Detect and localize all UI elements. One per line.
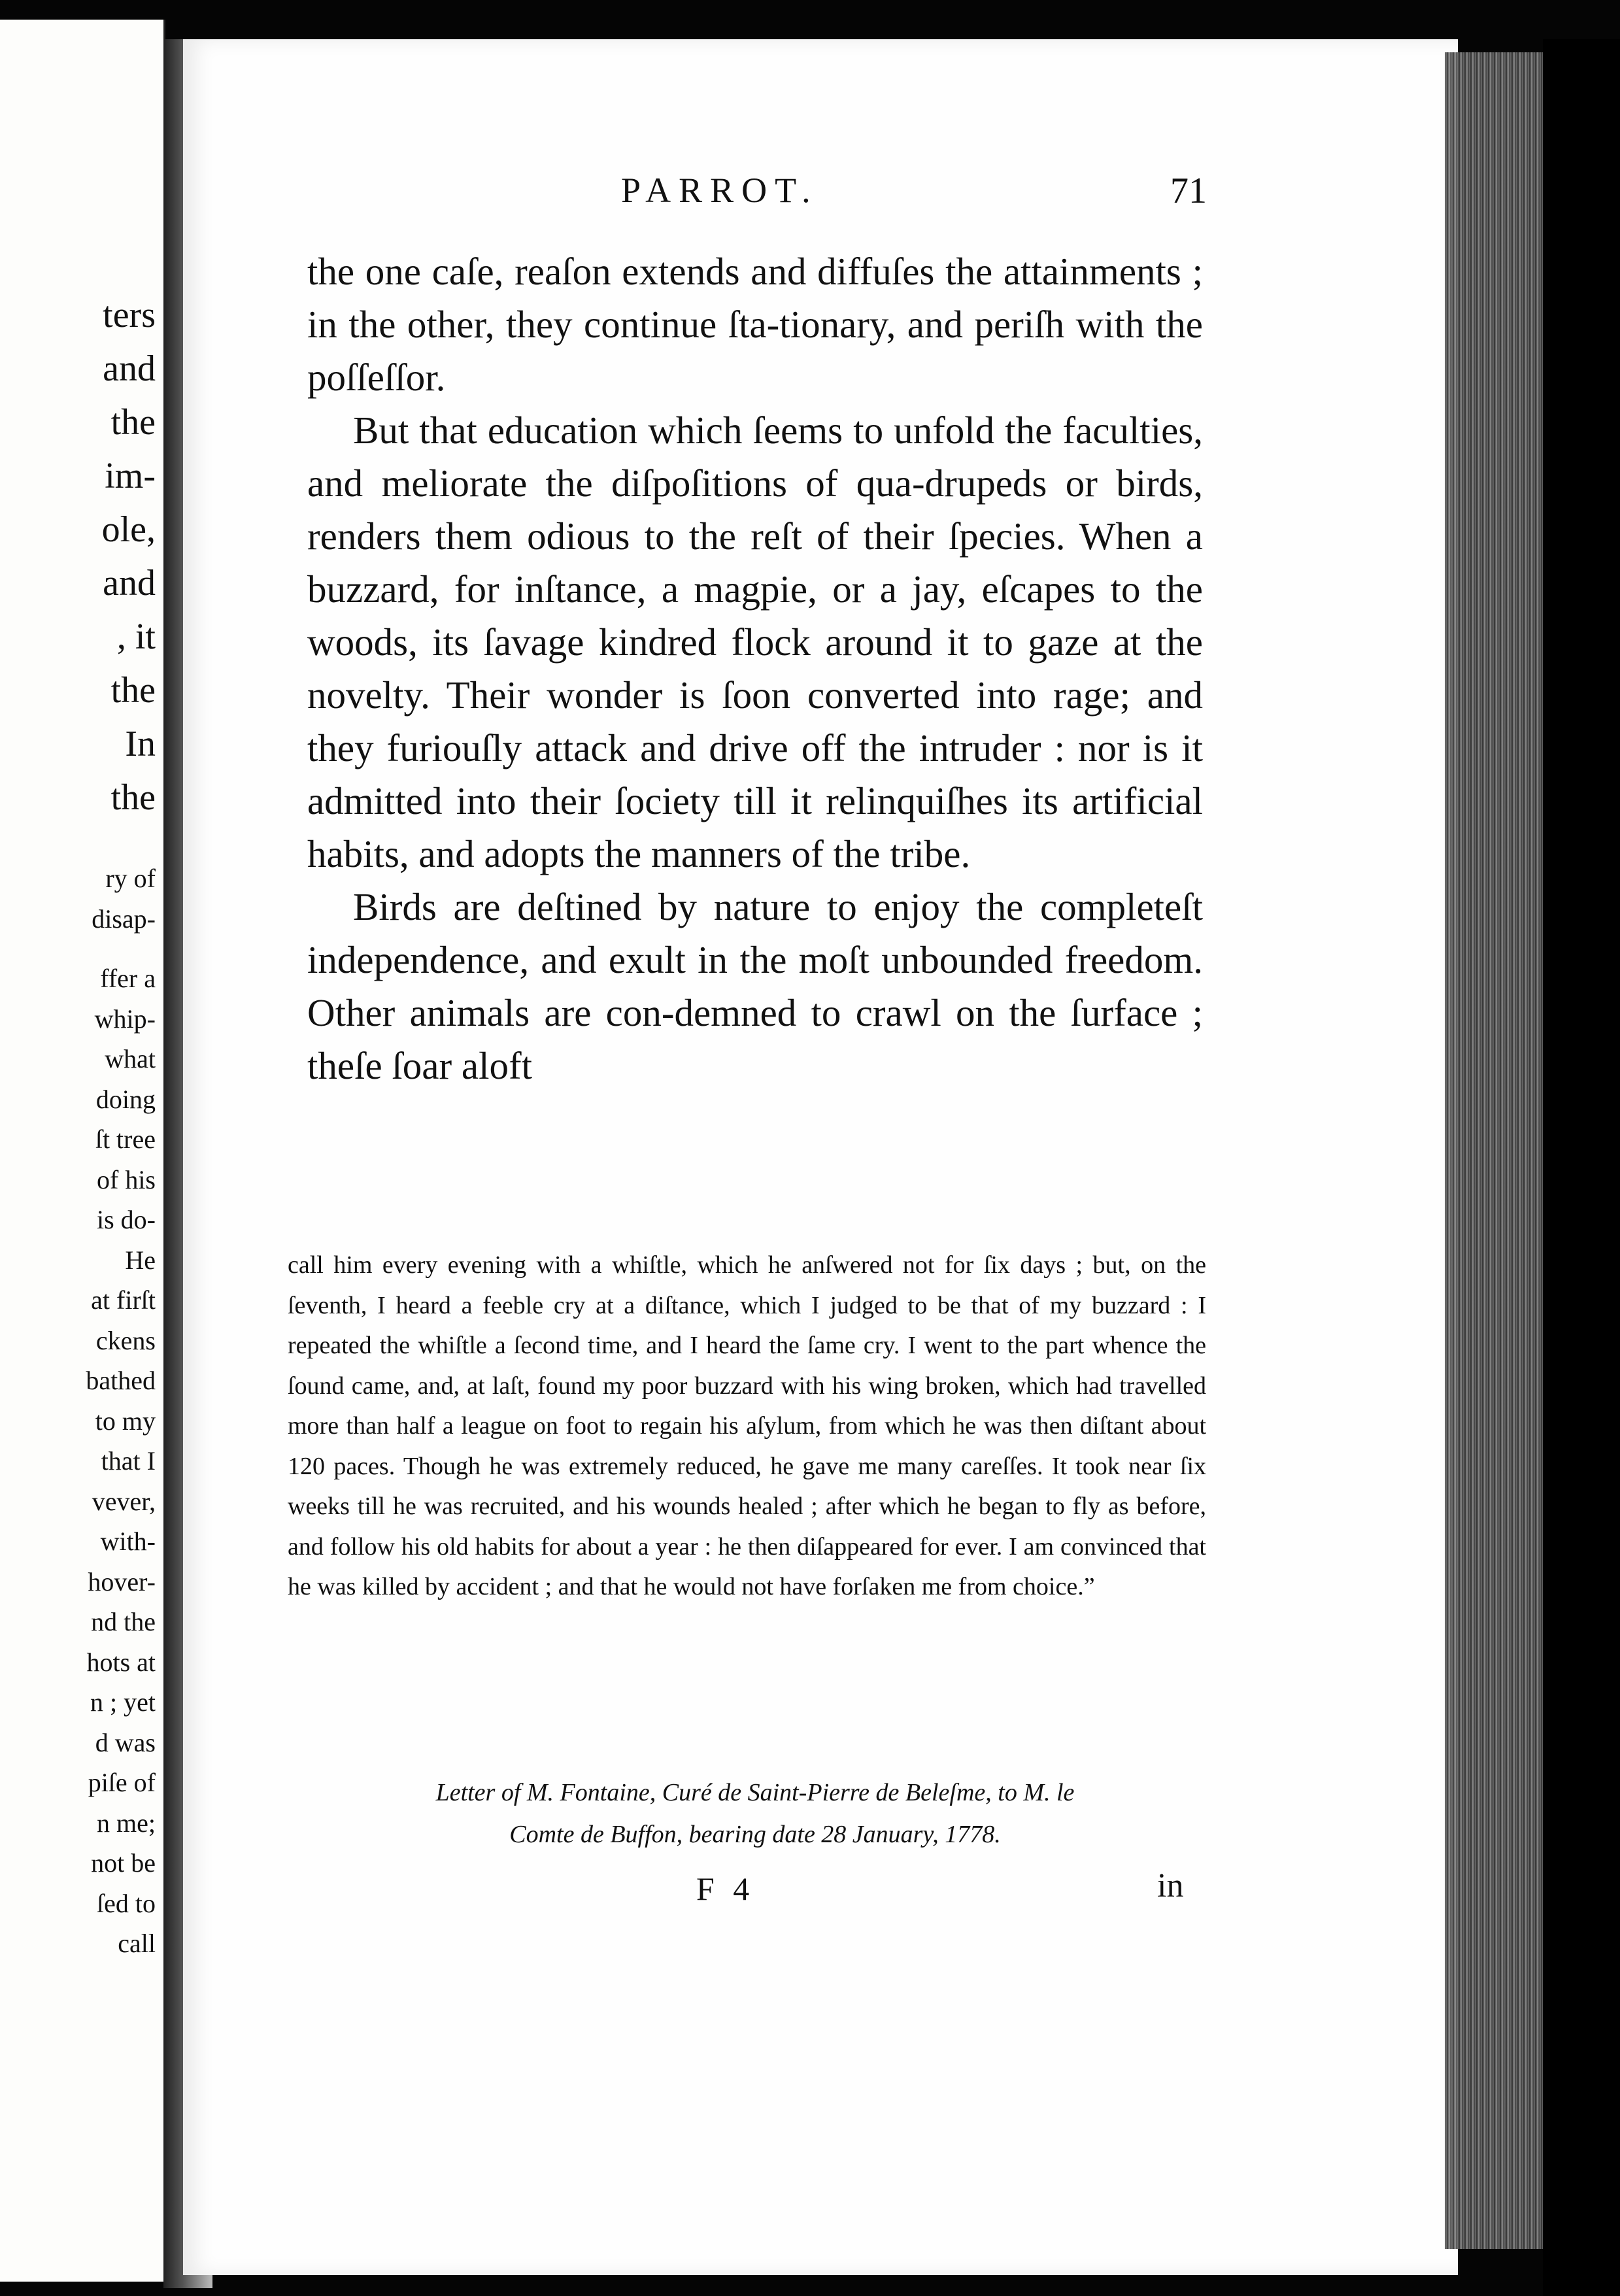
facing-page-line: In [125, 724, 156, 764]
footnote-citation [307, 1772, 1203, 1855]
facing-page-line: piſe of [88, 1768, 156, 1797]
page-header [183, 170, 1458, 222]
page-edge-shadow [1543, 39, 1620, 2296]
facing-page-line: He [125, 1245, 156, 1275]
running-head: PARROT. [621, 171, 818, 210]
facing-page-line: is do- [97, 1205, 156, 1234]
facing-page-fragment [0, 20, 165, 2282]
facing-page-line: doing [95, 1084, 156, 1114]
footnote-text: call him every evening with a whiſtle, which he anſwered not for ſix days ; but, on the ſeventh, I heard a feeble cry at a diſtance, which I judged to be that of my buzzard : I repeated the whiſtle a ſecond time, and I heard the ſame cry. I went to the part whence the ſound came, and, at laſt, found my poor buzzard with his wing broken, which had travelled more than half a league on foot to regain his aſylum, from which he was then diſtant about 120 paces. Though he was extremely reduced, he gave me many careſſes. It took near ſix weeks till he was recruited, and his wounds healed ; after which he began to fly as before, and follow his old habits for about a year : he then diſappeared for ever. I am convinced that he was killed by accident ; and that he would not have forſaken me from choice.” [288, 1251, 1206, 1600]
facing-page-line: the [110, 670, 156, 711]
facing-page-line: ckens [95, 1325, 156, 1355]
page-number: 71 [1170, 171, 1207, 211]
facing-page-line: , it [116, 616, 156, 657]
main-text [307, 245, 1203, 1092]
facing-page-line: that I [101, 1446, 156, 1476]
facing-page-line: ſt tree [95, 1124, 156, 1154]
facing-page-line: the [110, 402, 156, 443]
facing-page-line: n ; yet [90, 1687, 156, 1717]
facing-page-line: ole, [101, 509, 156, 550]
facing-page-line: of his [97, 1164, 156, 1194]
facing-page-line: disap- [92, 903, 156, 934]
citation-line-2: Comte de Buffon, bearing date 28 January, 1778. [509, 1821, 1001, 1848]
facing-page-line: and [103, 348, 156, 389]
facing-page-line: im- [105, 456, 156, 496]
facing-page-line: the [110, 777, 156, 818]
facing-page-line: bathed [86, 1366, 156, 1395]
facing-page-line: ters [103, 295, 156, 335]
facing-page-line: ffer a [100, 964, 156, 993]
facing-page-line: what [105, 1044, 156, 1073]
facing-page-line: n me; [97, 1808, 156, 1838]
facing-page-line: not be [91, 1848, 156, 1878]
facing-page-line: call [118, 1929, 156, 1958]
facing-page-line: ry of [105, 864, 156, 893]
catchword: in [1157, 1867, 1184, 1904]
facing-page-line: with- [100, 1527, 156, 1556]
facing-page-line: hots at [86, 1647, 156, 1677]
facing-page-line: to my [95, 1406, 156, 1436]
citation-line-1: Letter of M. Fontaine, Curé de Saint-Pierre de Beleſme, to M. le [435, 1779, 1075, 1806]
facing-page-line: whip- [94, 1004, 156, 1034]
signature-mark: F 4 [696, 1870, 755, 1907]
paragraph-3: Birds are deſtined by nature to enjoy the completeſt independence, and exult in the moſt unbounded freedom. Other animals are con-demned to crawl on the ſurface ; theſe ſoar aloft [307, 885, 1203, 1087]
facing-page-line: ſed to [97, 1888, 156, 1918]
facing-page-line: vever, [92, 1486, 156, 1516]
facing-page-line: nd the [91, 1607, 156, 1636]
facing-page-line: d was [95, 1727, 156, 1757]
paragraph-2: But that education which ſeems to unfold the faculties, and meliorate the diſpoſitions of qua-drupeds or birds, renders them odious to the reſt of their ſpecies. When a buzzard, for inſtance, a magpie, or a jay, eſcapes to the woods, its ſavage kindred flock around it to gaze at the novelty. Their wonder is ſoon converted into rage; and they furiouſly attack and drive off the intruder : nor is it admitted into their ſociety till it relinquiſhes its artificial habits, and adopts the manners of the tribe. [307, 409, 1203, 875]
page-edge [1445, 52, 1543, 2249]
facing-page-line: at firſt [91, 1285, 156, 1315]
facing-page-line: and [103, 563, 156, 603]
footnote [288, 1245, 1206, 1608]
facing-page-line: hover- [88, 1566, 156, 1596]
paragraph-1: the one caſe, reaſon extends and diffuſes the attainments ; in the other, they continue ſta-tionary, and periſh with the poſſeſſor. [307, 250, 1203, 399]
